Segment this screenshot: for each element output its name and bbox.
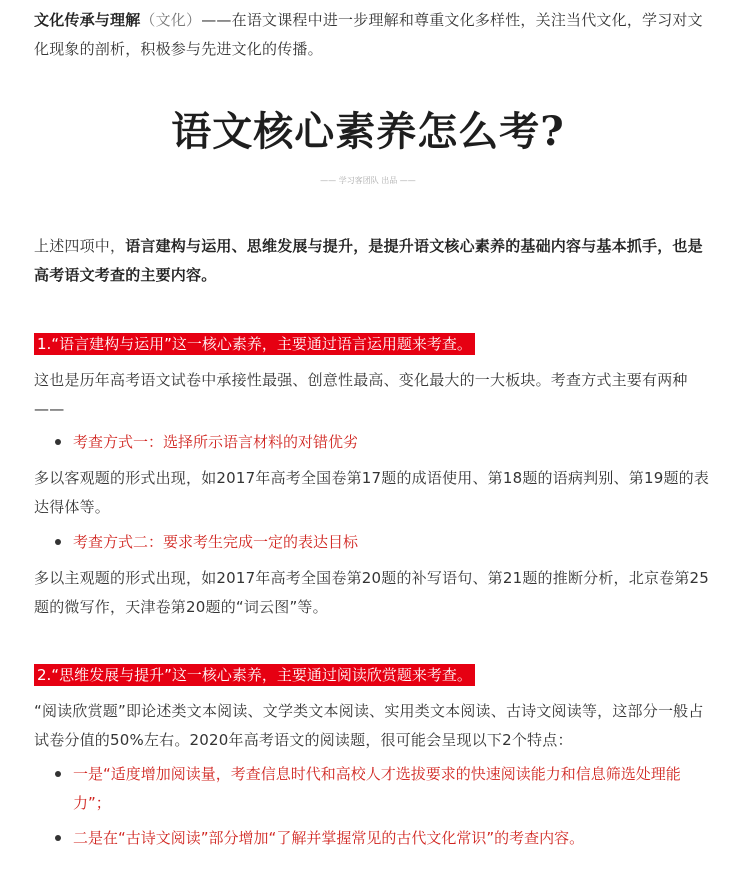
intro-paragraph [34,6,714,64]
section1-bullet1 [55,428,715,457]
summary-paragraph [34,232,714,290]
section1-text1: 多以客观题的形式出现，如2017年高考全国卷第17题的成语使用、第18题的语病判别、第19题的表达得体等。 [34,469,710,516]
bullet-dot [55,539,61,545]
bullet-text: 考查方式二：要求考生完成一定的表达目标 [73,533,359,551]
summary-pre: 上述四项中， [34,237,126,255]
section2-bullet1 [55,760,715,818]
bullet-text: 考查方式一：选择所示语言材料的对错优劣 [73,433,359,451]
section1-text2: 多以主观题的形式出现，如2017年高考全国卷第20题的补写语句、第21题的推断分析，北京卷第25题的微写作，天津卷第20题的“词云图”等。 [34,569,710,616]
bullet-text: 一是“适度增加阅读量，考查信息时代和高校人才选拔要求的快速阅读能力和信息筛选处理能力”； [73,765,681,812]
section1-bullet2 [55,528,715,557]
page-title: 语文核心素养怎么考? [171,108,565,155]
section2-heading: 2.“思维发展与提升”这一核心素养，主要通过阅读欣赏题来考查。 [34,664,475,686]
section1-heading: 1.“语言建构与运用”这一核心素养，主要通过语言运用题来考查。 [34,333,475,355]
bullet-dot [55,771,61,777]
bullet-dot [55,439,61,445]
bullet-dot [55,835,61,841]
intro-text: ——在语文课程中进一步理解和尊重文化多样性，关注当代文化，学习对文化现象的剖析，积极参与先进文化的传播。 [34,11,703,58]
byline: —— 学习客团队 出品 —— [320,176,416,185]
section2-desc: “阅读欣赏题”即论述类文本阅读、文学类文本阅读、实用类文本阅读、古诗文阅读等，这部分一般占试卷分值的50%左右。2020年高考语文的阅读题，很可能会呈现以下2个特点： [34,702,704,749]
section2-bullet2 [55,824,715,853]
summary-bold: 语言建构与运用、思维发展与提升，是提升语文核心素养的基础内容与基本抓手，也是高考语文考查的主要内容。 [34,237,703,284]
intro-paren: （文化） [140,11,202,29]
intro-bold: 文化传承与理解 [34,11,141,29]
section1-desc: 这也是历年高考语文试卷中承接性最强、创意性最高、变化最大的一大板块。考查方式主要有两种—— [34,371,688,418]
bullet-text: 二是在“古诗文阅读”部分增加“了解并掌握常见的古代文化常识”的考查内容。 [73,829,585,847]
